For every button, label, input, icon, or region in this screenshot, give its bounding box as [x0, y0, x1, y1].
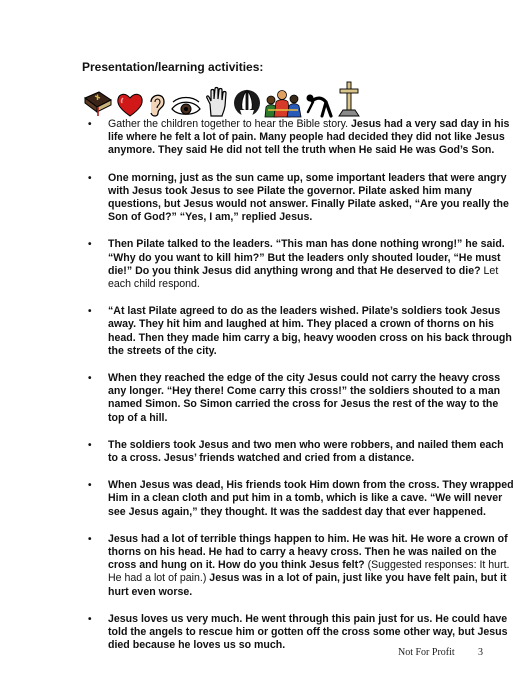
- bullet-marker: •: [88, 613, 92, 625]
- bold-story-text: Then Pilate talked to the leaders. “This man has done nothing wrong!” he said. “Why do you want to kill him?” But the leaders only shouted louder, “He must die!” Do you think Jesus did anything wrong and that He deserved to die?: [108, 238, 505, 277]
- story-list-item: [84, 172, 514, 225]
- story-list-item: [84, 118, 514, 158]
- ear-icon: [146, 90, 168, 118]
- bold-story-text: The soldiers took Jesus and two men who were robbers, and nailed them each to a cross. Jesus’ friends watched and cried from a distance.: [108, 438, 504, 465]
- bible-icon: [82, 88, 114, 118]
- stretching-person-icon: [304, 88, 334, 118]
- activity-icon-row: [82, 78, 362, 118]
- bold-story-text: Jesus loves us very much. He went through this pain just for us. He could have told the angels to rescue him or gotten off the cross some other way, but Jesus died because he loves us so much.: [108, 612, 508, 652]
- bold-story-text: One morning, just as the sun came up, some important leaders that were angry with Jesus took Jesus to see Pilate the governor. Pilate asked him many questions, but Jesus would not answer. Finally Pilate asked, “Are you really the Son of God?” “Yes, I am,” replied Jesus.: [108, 171, 509, 224]
- story-list-item: [84, 533, 514, 599]
- heart-icon: [116, 92, 144, 118]
- bullet-marker: •: [88, 439, 92, 451]
- group-of-children-icon: [264, 88, 302, 118]
- page-number: 3: [478, 647, 483, 658]
- bold-story-text: When they reached the edge of the city Jesus could not carry the heavy cross any longer. “Hey there! Come carry this cross!” the soldiers shouted to a man named Simon. So Simon carried the cross for Jesus the rest of the way to the top of a hill.: [108, 372, 501, 424]
- story-list-item: [84, 479, 514, 519]
- eye-icon: [170, 96, 202, 118]
- story-list-item: [84, 238, 514, 291]
- bold-story-text: Jesus had a very sad day in his life where he felt a lot of pain. Many people had decided they did not like Jesus anymore. They said He did not tell the truth when He said He was God’s Son.: [108, 118, 510, 157]
- instruction-text: Let each child respond.: [108, 264, 499, 291]
- story-bullet-list: [84, 118, 514, 667]
- story-list-item: [84, 439, 514, 465]
- bullet-marker: •: [88, 239, 92, 251]
- hand-icon: [204, 86, 230, 118]
- bullet-marker: •: [88, 119, 92, 130]
- bullet-marker: •: [88, 306, 92, 318]
- cross-icon: [336, 80, 362, 118]
- bullet-marker: •: [88, 373, 92, 385]
- bullet-marker: •: [88, 480, 92, 492]
- bullet-marker: •: [88, 172, 92, 184]
- instruction-text: Gather the children together to hear the Bible story.: [108, 118, 352, 130]
- bullet-marker: •: [88, 533, 92, 545]
- bold-story-text: Jesus was in a lot of pain, just like you have felt pain, but it hurt even worse.: [108, 572, 507, 598]
- story-list-item: [84, 372, 514, 425]
- section-heading: Presentation/learning activities:: [82, 60, 264, 74]
- praying-hands-icon: [232, 86, 262, 118]
- instruction-text: (Suggested responses: It hurt. He had a lot of pain.): [108, 559, 510, 585]
- story-list-item: [84, 305, 514, 358]
- footer-label: Not For Profit: [398, 647, 455, 658]
- bold-story-text: When Jesus was dead, His friends took Him down from the cross. They wrapped Him in a clean cloth and put him in a tomb, which is like a cave. “We will never see Jesus again,” they thought. It was the saddest day that ever happened.: [108, 479, 514, 518]
- bold-story-text: “At last Pilate agreed to do as the leaders wished. Pilate’s soldiers took Jesus away. They hit him and laughed at him. They placed a crown of thorns on his head. Then they made him carry a big, heavy wooden cross on his back through the streets of the city.: [108, 305, 512, 357]
- bold-story-text: Jesus had a lot of terrible things happen to him. He was hit. He wore a crown of thorns on his head. He had to carry a heavy cross. Then he was nailed on the cross and hung on it. How do you think Jesus felt?: [108, 532, 508, 572]
